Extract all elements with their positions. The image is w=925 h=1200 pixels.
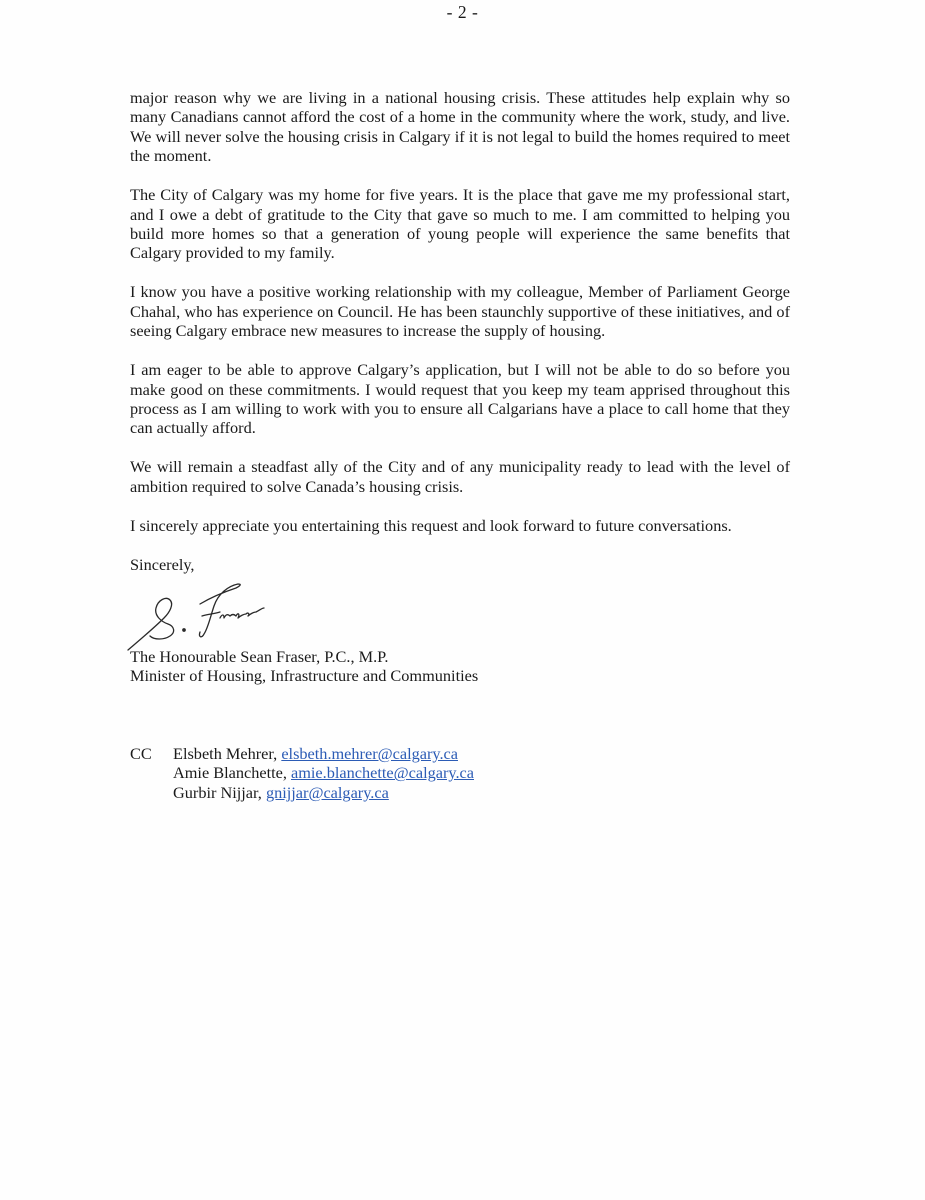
paragraph-colleague: I know you have a positive working relationship with my colleague, Member of Parliament George Chahal, who has experience on Council. He has been staunchly supportive of these initiatives, and of seeing Calgary embrace new measures to increase the supply of housing.: [130, 282, 790, 341]
signature-icon: [124, 578, 274, 658]
closing-salutation: Sincerely,: [130, 554, 195, 574]
cc-recipient: [173, 763, 573, 782]
letter-body: [130, 88, 790, 574]
signer-name: The Honourable Sean Fraser, P.C., M.P.: [130, 647, 389, 666]
signer-block: [130, 647, 478, 686]
paragraph-ally: We will remain a steadfast ally of the City and of any municipality ready to lead with the level of ambition required to solve Canada’s housing crisis.: [130, 457, 790, 496]
signer-title: Minister of Housing, Infrastructure and Communities: [130, 666, 479, 686]
cc-recipient-name: Gurbir Nijjar,: [173, 782, 262, 802]
cc-recipient-email-link[interactable]: amie.blanchette@calgary.ca: [291, 763, 474, 783]
paragraph-calgary-home: The City of Calgary was my home for five years. It is the place that gave me my professional start, and I owe a debt of gratitude to the City that gave so much to me. I am committed to helping you build more homes so that a generation of young people will experience the same benefits that Calgary provided to my family.: [130, 185, 790, 263]
paragraph-housing-crisis: major reason why we are living in a national housing crisis. These attitudes help explain why so many Canadians cannot afford the cost of a home in the community where the work, study, and live. We will never solve the housing crisis in Calgary if it is not legal to build the homes required to meet the moment.: [130, 88, 790, 166]
cc-label: CC: [130, 744, 152, 763]
page-number: - 2 -: [446, 2, 479, 22]
cc-recipient-name: Elsbeth Mehrer,: [173, 744, 278, 763]
cc-recipient: [173, 744, 573, 763]
cc-recipient-email-link[interactable]: gnijjar@calgary.ca: [265, 782, 389, 802]
cc-recipient-email-link[interactable]: elsbeth.mehrer@calgary.ca: [281, 744, 458, 763]
cc-recipient-list: [173, 744, 573, 802]
paragraph-approval: I am eager to be able to approve Calgary’s application, but I will not be able to do so before you make good on these commitments. I would request that you keep my team apprised throughout this process as I am willing to work with you to ensure all Calgarians have a place to call home that they can actually afford.: [130, 360, 790, 438]
cc-recipient: [173, 783, 573, 802]
paragraph-appreciation: I sincerely appreciate you entertaining this request and look forward to future conversations.: [130, 515, 732, 535]
cc-recipient-name: Amie Blanchette,: [173, 763, 287, 783]
